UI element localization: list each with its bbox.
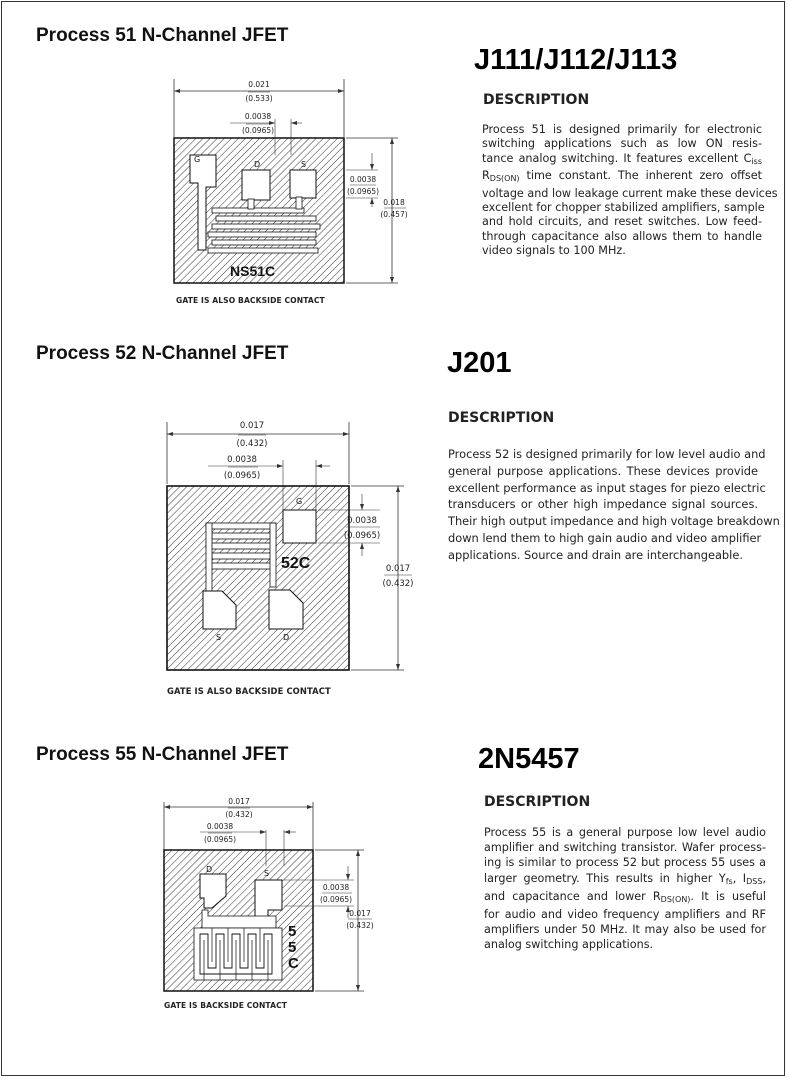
subscript: DS(ON) [489, 174, 520, 184]
gate-serpentine [194, 928, 282, 980]
pad-mm: (0.0965) [241, 126, 275, 135]
description-fragment: tance analog switching. It features excellent C [482, 151, 752, 165]
pad-mm: (0.0965) [203, 835, 237, 844]
chip-label: NS51C [230, 263, 276, 279]
width-dimension [164, 797, 313, 850]
height-mm: (0.432) [382, 579, 414, 589]
description-fragment: , [762, 871, 766, 885]
chip-label: C [288, 955, 299, 972]
pin-d-label: D [254, 160, 261, 169]
die-diagram [150, 794, 380, 999]
description-line: Process 52 is designed primarily for low level audio and [448, 447, 766, 461]
chip-label: 52C [281, 555, 311, 572]
description-line: down lend them to high gain audio and video amplifier [448, 530, 762, 545]
description-line: Process 51 is designed primarily for electronic [482, 123, 762, 136]
pad-inches: 0.0038 [244, 112, 272, 121]
height-inches: 0.017 [349, 909, 371, 918]
pad-mm: (0.0965) [223, 471, 261, 481]
part-numbers: J201 [447, 347, 512, 379]
pin-s-label: S [301, 160, 307, 169]
pin-s-label: S [264, 869, 270, 878]
die-diagram [150, 410, 420, 680]
width-inches: 0.021 [248, 80, 270, 89]
description-line: applications. Source and drain are interchangeable. [448, 547, 743, 562]
description-fragment: . It is useful [690, 889, 766, 903]
pad-inches: 0.0038 [227, 455, 257, 465]
description-fragment: larger geometry. This results in higher Y [484, 871, 726, 885]
pin-g-label: G [296, 497, 303, 506]
height-inches: 0.017 [385, 564, 411, 574]
description-text [448, 446, 780, 564]
subscript: DS(ON) [660, 894, 691, 904]
description-line [484, 871, 766, 889]
section-title: Process 55 N-Channel JFET [36, 744, 289, 765]
description-heading: DESCRIPTION [484, 794, 591, 810]
gate-pad [283, 510, 316, 543]
description-line: Their high output impedance and high voltage breakdown [448, 514, 780, 529]
height-mm: (0.432) [346, 921, 374, 930]
height-inches: 0.018 [383, 198, 405, 207]
description-line: amplifier and switching transistor. Wafer process- [484, 841, 766, 855]
description-line: excellent performance as input stages for piezo electric [448, 480, 766, 495]
description-line: and hold circuits, and reset switches. Low feed- [482, 215, 762, 229]
description-line: switching applications such as low ON resis- [482, 137, 762, 151]
description-line [482, 169, 762, 186]
width-inches: 0.017 [239, 421, 265, 431]
description-line [484, 889, 766, 907]
die-diagram [160, 75, 420, 295]
description-line: voltage and low leakage current make these devices [482, 186, 778, 200]
width-mm: (0.533) [245, 94, 273, 103]
pad-v-inches: 0.0038 [347, 516, 377, 526]
description-line: ing is similar to process 52 but process 55 uses a [484, 856, 766, 870]
part-numbers: J111/J112/J113 [474, 44, 678, 76]
backside-note: GATE IS ALSO BACKSIDE CONTACT [167, 686, 331, 696]
description-fragment: time constant. The inherent zero offset [519, 169, 762, 183]
die-body [167, 486, 349, 670]
part-numbers: 2N5457 [478, 743, 580, 775]
height-mm: (0.457) [380, 210, 408, 219]
backside-note: GATE IS ALSO BACKSIDE CONTACT [176, 296, 325, 305]
pin-s-label: S [216, 633, 222, 642]
width-mm: (0.432) [236, 439, 268, 449]
source-pad [290, 170, 316, 198]
backside-note: GATE IS BACKSIDE CONTACT [164, 1001, 288, 1010]
description-line [482, 152, 762, 169]
subscript: fs [725, 876, 733, 886]
description-line: Process 55 is a general purpose low level audio [484, 826, 766, 839]
description-line: video signals to 100 MHz. [482, 244, 626, 258]
pad-v-mm: (0.0965) [343, 531, 381, 541]
description-text [482, 123, 778, 259]
pad-v-inches: 0.0038 [349, 175, 377, 184]
section-title: Process 51 N-Channel JFET [36, 25, 289, 46]
description-line: amplifiers under 50 MHz. It may also be used for [484, 923, 766, 937]
description-line: general purpose applications. These devices provide [448, 463, 758, 478]
description-fragment: R [482, 169, 490, 183]
pad-inches: 0.0038 [206, 822, 234, 831]
height-dimension [346, 138, 408, 283]
description-fragment: , I [732, 871, 747, 885]
subscript: iss [751, 156, 762, 166]
description-heading: DESCRIPTION [448, 410, 555, 426]
description-line: analog switching applications. [484, 938, 654, 952]
description-fragment: and capacitance and lower R [484, 889, 661, 903]
width-mm: (0.432) [225, 810, 253, 819]
pad-v-mm: (0.0965) [319, 895, 353, 904]
description-line: for audio and video frequency amplifiers and RF [484, 908, 766, 922]
pin-d-label: D [206, 865, 213, 874]
description-line: transducers or other high impedance signal sources. [448, 497, 758, 512]
description-heading: DESCRIPTION [483, 92, 590, 108]
description-text [484, 825, 766, 953]
chip-label: 5 [288, 923, 297, 940]
section-title: Process 52 N-Channel JFET [36, 343, 289, 364]
height-dimension [315, 850, 374, 991]
chip-label: 5 [288, 939, 297, 956]
height-dimension [351, 486, 413, 670]
pad-v-mm: (0.0965) [346, 187, 380, 196]
width-inches: 0.017 [228, 797, 250, 806]
pad-v-inches: 0.0038 [322, 883, 350, 892]
pin-g-label: G [194, 155, 201, 164]
pin-d-label: D [283, 633, 290, 642]
description-line: excellent for chopper stabilized amplifiers, sample [482, 201, 765, 215]
drain-pad [242, 170, 270, 200]
pad-vertical-dimension [346, 153, 379, 207]
description-line: through capacitance also allows them to handle [482, 229, 762, 243]
subscript: DSS [746, 876, 763, 886]
